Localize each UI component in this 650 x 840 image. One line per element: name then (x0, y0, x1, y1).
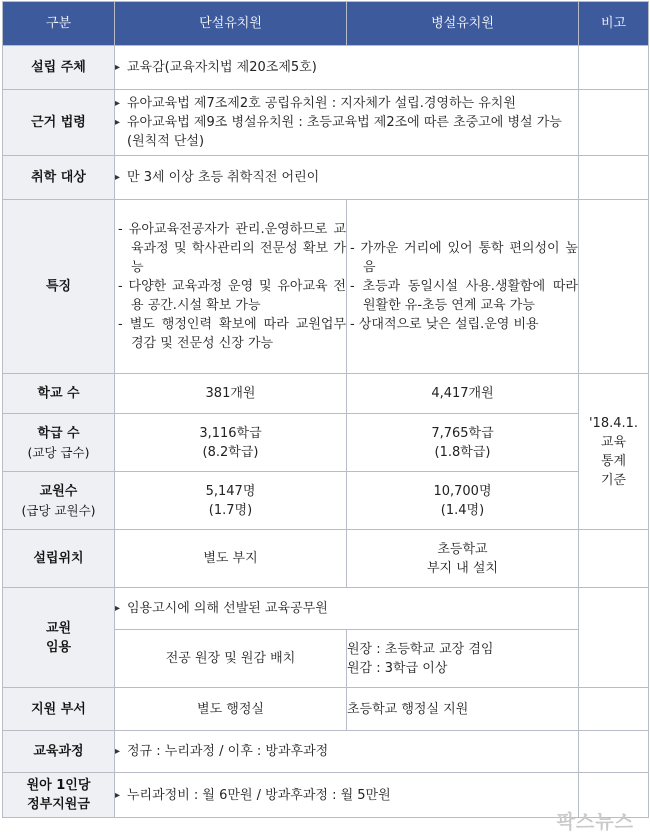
support-attached: 초등학교 행정실 지원 (347, 688, 579, 731)
header-category: 구분 (3, 2, 115, 46)
label-class-count: 학급 수 (교당 급수) (3, 414, 115, 472)
header-attached: 병설유치원 (347, 2, 579, 46)
legal-basis-item: ▸ 유아교육법 제9조 병설유치원 : 초등교육법 제2조에 따른 초중고에 병설 가능(원칙적 단설) (115, 113, 578, 151)
label-appointment: 교원 임용 (3, 588, 115, 688)
legal-basis-item: ▸ 유아교육법 제7조제2호 공립유치원 : 지자체가 설립.경영하는 유치원 (115, 94, 578, 113)
class-count-standalone: 3,116학급 (8.2학급) (115, 414, 347, 472)
row-curriculum (3, 731, 649, 773)
row-location (3, 530, 649, 588)
teacher-count-attached: 10,700명 (1.4명) (347, 472, 579, 530)
class-count-attached: 7,765학급 (1.8학급) (347, 414, 579, 472)
header-row (3, 2, 649, 46)
header-standalone: 단설유치원 (115, 2, 347, 46)
row-subsidy (3, 773, 649, 818)
founder-text: ▸ 교육감(교육자치법 제20조제5호) (115, 58, 578, 77)
label-curriculum: 교육과정 (3, 731, 115, 773)
location-attached: 초등학교 부지 내 설치 (347, 530, 579, 588)
feature-attached-item: - 초등과 동일시설 사용.생활함에 따라 원활한 유-초등 연계 교육 가능 (350, 279, 578, 313)
feature-standalone-item: - 유아교육전공자가 관리.운영하므로 교육과정 및 학사관리의 전문성 확보 가능 (118, 222, 347, 275)
label-support: 지원 부서 (3, 688, 115, 731)
appointment-common: ▸ 임용고시에 의해 선발된 교육공무원 (115, 599, 578, 618)
label-school-count: 학교 수 (3, 374, 115, 414)
label-teacher-count: 교원수 (급당 교원수) (3, 472, 115, 530)
subsidy-text: ▸ 누리과정비 : 월 6만원 / 방과후과정 : 월 5만원 (115, 786, 578, 805)
label-location: 설립위치 (3, 530, 115, 588)
label-features: 특징 (3, 200, 115, 374)
watermark-logo: 팍스뉴스 (556, 811, 634, 833)
header-note: 비고 (579, 2, 649, 46)
support-standalone: 별도 행정실 (115, 688, 347, 731)
label-target: 취학 대상 (3, 156, 115, 200)
row-features (3, 200, 649, 374)
row-appointment-common (3, 588, 649, 630)
row-class-count (3, 414, 649, 472)
location-standalone: 별도 부지 (115, 530, 347, 588)
label-subsidy: 원아 1인당 정부지원금 (3, 773, 115, 818)
feature-standalone-item: - 별도 행정인력 확보에 따라 교원업무 경감 및 전문성 신장 가능 (118, 317, 346, 351)
school-count-standalone: 381개원 (115, 374, 347, 414)
stats-note: '18.4.1. 교육 통계 기준 (579, 374, 649, 530)
feature-standalone-item: - 다양한 교육과정 운영 및 유아교육 전용 공간.시설 확보 가능 (118, 279, 346, 313)
school-count-attached: 4,417개원 (347, 374, 579, 414)
label-legal-basis: 근거 법령 (3, 90, 115, 156)
row-target (3, 156, 649, 200)
row-legal-basis (3, 90, 649, 156)
appointment-attached: 원장 : 초등학교 교장 겸임 원감 : 3학급 이상 (347, 630, 579, 688)
row-teacher-count (3, 472, 649, 530)
comparison-table (2, 1, 649, 818)
appointment-standalone: 전공 원장 및 원감 배치 (115, 630, 347, 688)
target-text: ▸ 만 3세 이상 초등 취학직전 어린이 (115, 168, 578, 187)
feature-attached-item: - 상대적으로 낮은 설립.운영 비용 (350, 317, 539, 332)
row-school-count (3, 374, 649, 414)
label-founder: 설립 주체 (3, 46, 115, 90)
feature-attached-item: - 가까운 거리에 있어 통학 편의성이 높음 (350, 241, 578, 275)
curriculum-text: ▸ 정규 : 누리과정 / 이후 : 방과후과정 (115, 742, 578, 761)
teacher-count-standalone: 5,147명 (1.7명) (115, 472, 347, 530)
row-support (3, 688, 649, 731)
row-founder (3, 46, 649, 90)
